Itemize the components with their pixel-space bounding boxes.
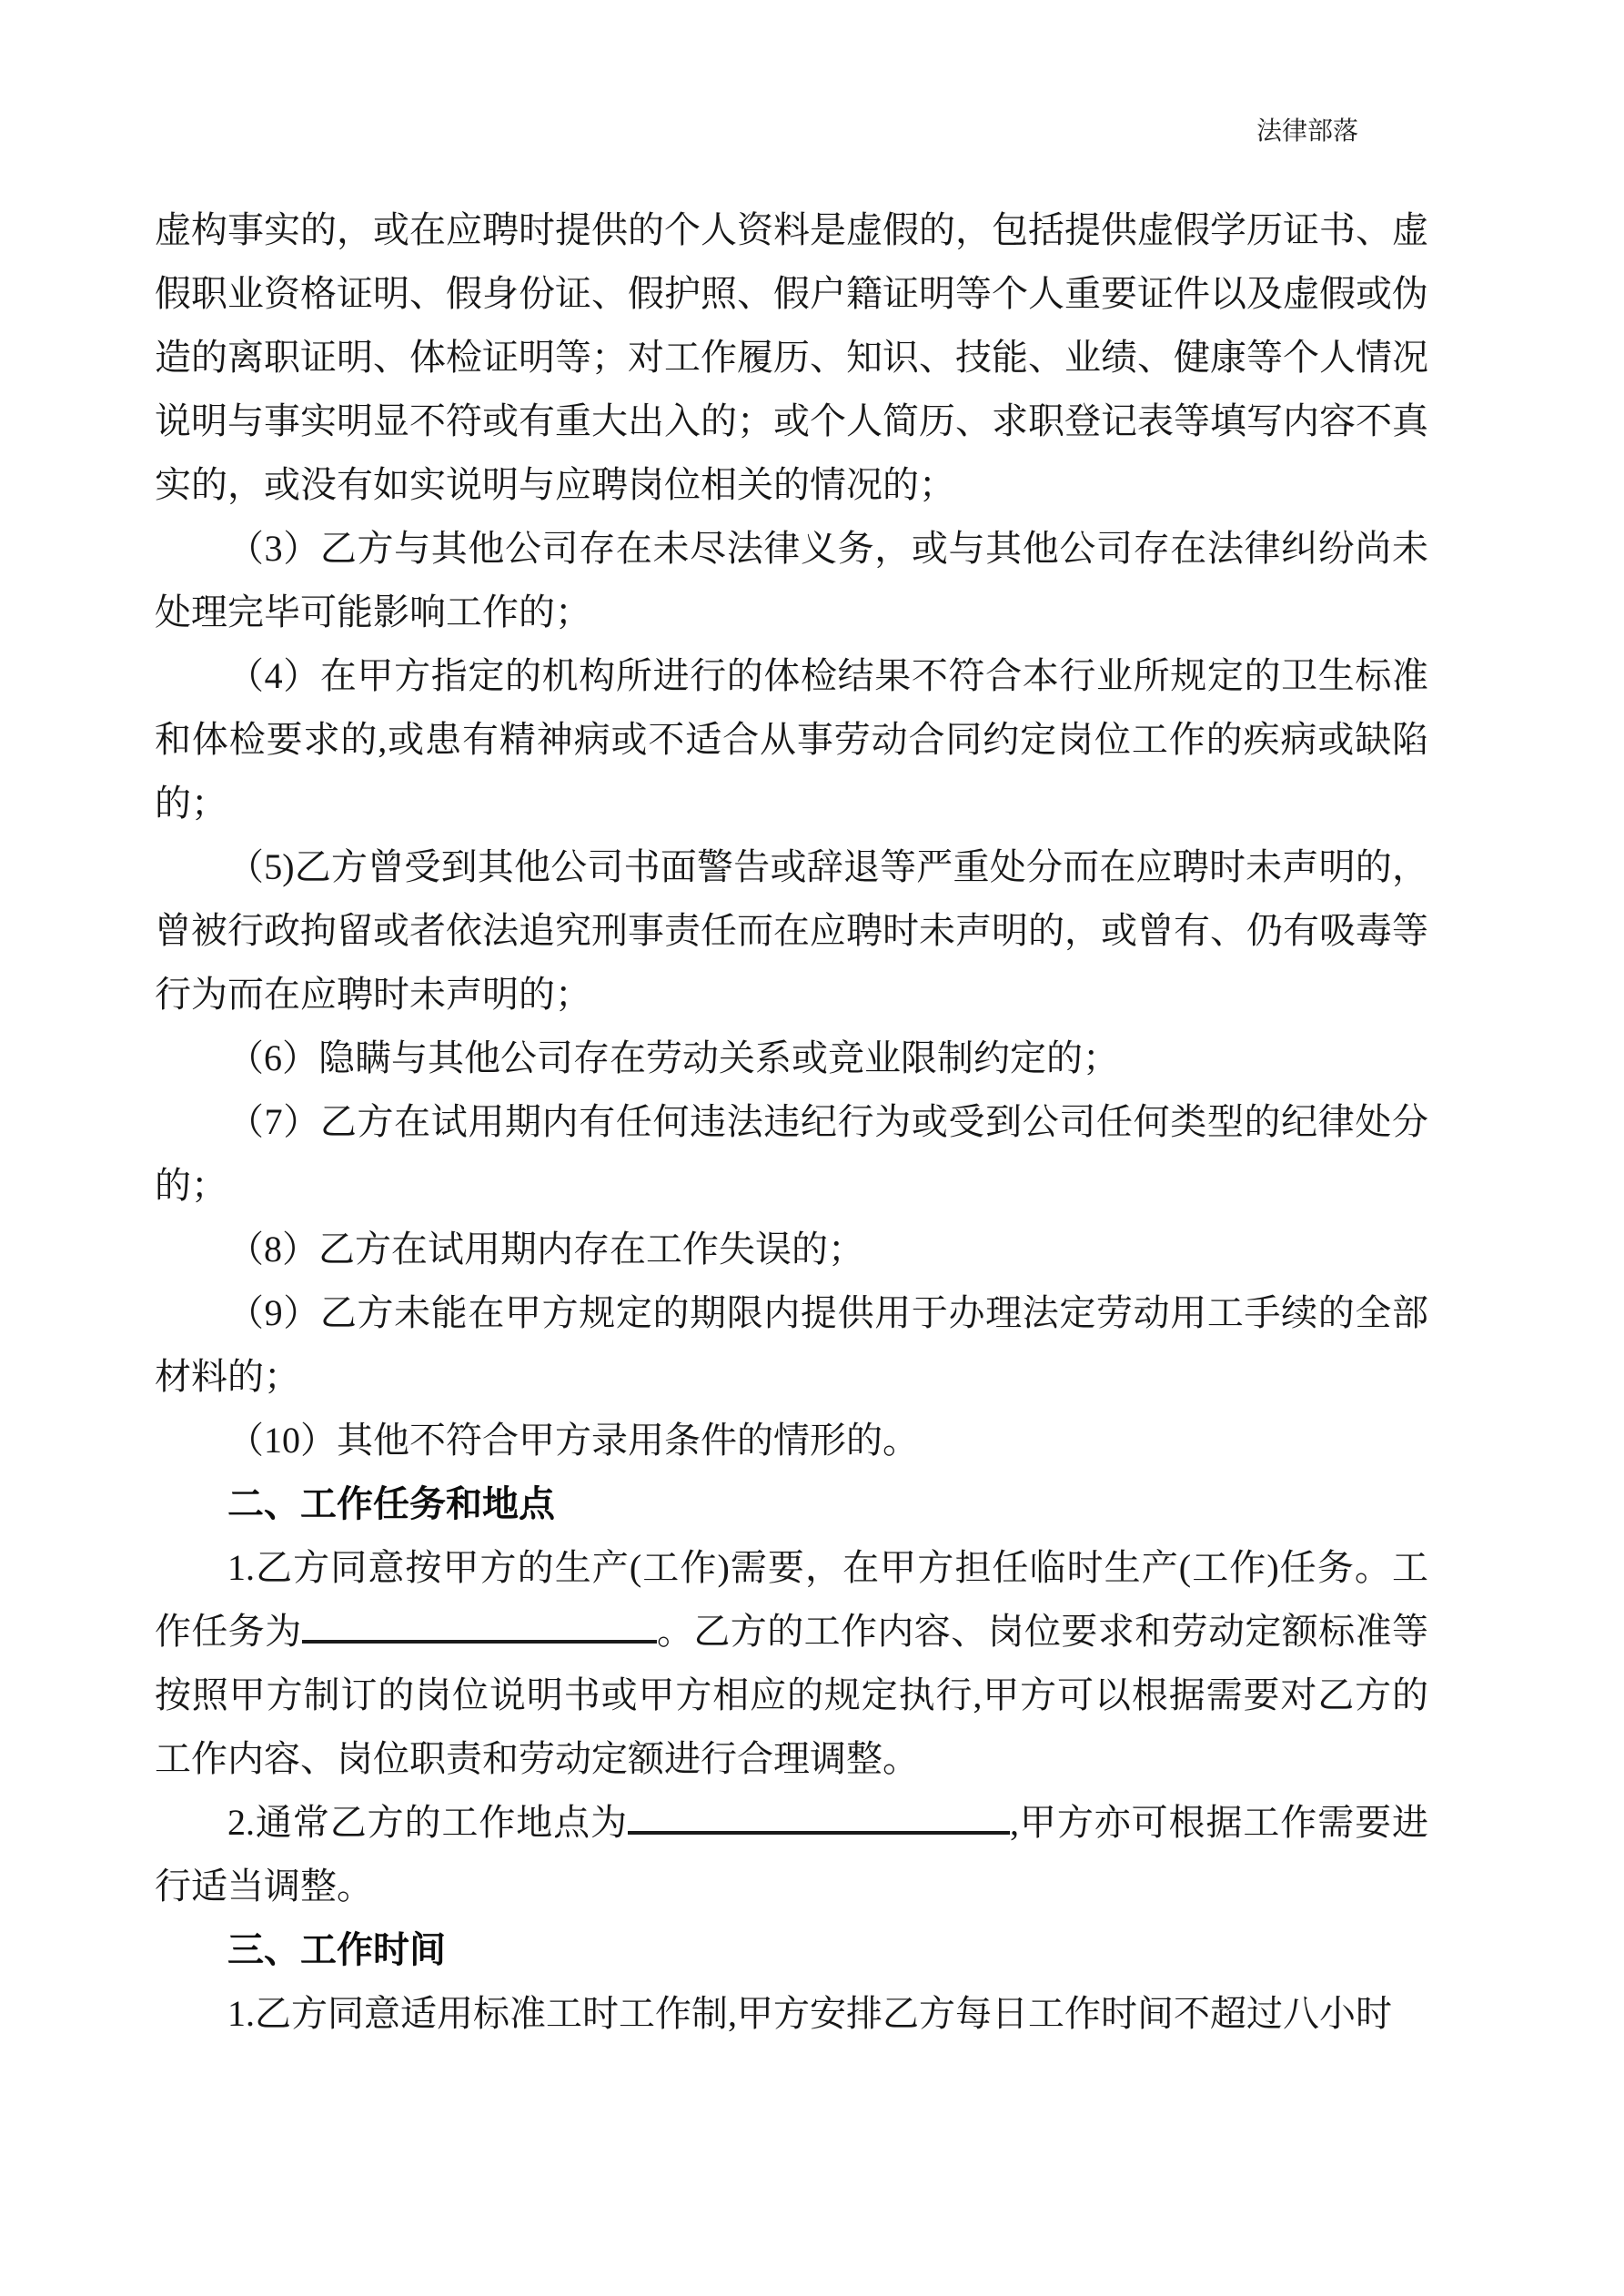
clause-item-4: （4）在甲方指定的机构所进行的体检结果不符合本行业所规定的卫生标准和体检要求的,或患有精神病或不适合从事劳动合同约定岗位工作的疾病或缺陷的； (155, 655, 1428, 824)
clause-item-8: （8）乙方在试用期内存在工作失误的； (227, 1229, 864, 1269)
section-2-clause-1-text-after: 。乙方的工作内容、岗位要求和劳动定额标准等按照甲方制订的岗位说明书或甲方相应的规定执行,甲方可以根据需要对乙方的工作内容、岗位职责和劳动定额进行合理调整。 (155, 1611, 1429, 1779)
clause-item-9: （9）乙方未能在甲方规定的期限内提供用于办理法定劳动用工手续的全部材料的； (155, 1292, 1428, 1397)
contract-body (0, 198, 1428, 2046)
work-task-blank-field (302, 1603, 657, 1644)
clause-continuation-paragraph: 虚构事实的，或在应聘时提供的个人资料是虚假的，包括提供虚假学历证书、虚假职业资格证明、假身份证、假护照、假户籍证明等个人重要证件以及虚假或伪造的离职证明、体检证明等；对工作履历、知识、技能、业绩、健康等个人情况说明与事实明显不符或有重大出入的；或个人简历、求职登记表等填写内容不真实的，或没有如实说明与应聘岗位相关的情况的； (155, 209, 1428, 505)
clause-item-6: （6）隐瞒与其他公司存在劳动关系或竞业限制约定的； (227, 1037, 1119, 1078)
clause-item-5: （5)乙方曾受到其他公司书面警告或辞退等严重处分而在应聘时未声明的，曾被行政拘留或者依法追究刑事责任而在应聘时未声明的，或曾有、仍有吸毒等行为而在应聘时未声明的； (155, 846, 1428, 1015)
section-2-clause-1 (155, 1536, 1428, 1791)
site-watermark-label: 法律部落 (1256, 117, 1358, 146)
page-header (0, 0, 1624, 149)
section-2-clause-1-text-before: 1.乙方同意按甲方的生产(工作)需要，在甲方担任临时生产(工作)任务。工作任务为 (155, 1547, 1428, 1652)
work-location-blank-field (628, 1795, 1010, 1835)
section-2-clause-2-text-after: ,甲方亦可根据工作需要进行适当调整。 (155, 1802, 1428, 1907)
clause-item-7: （7）乙方在试用期内有任何违法违纪行为或受到公司任何类型的纪律处分的； (155, 1101, 1428, 1206)
section-3-clause-1: 1.乙方同意适用标准工时工作制,甲方安排乙方每日工作时间不超过八小时 (227, 1993, 1392, 2034)
clause-item-3: （3）乙方与其他公司存在未尽法律义务，或与其他公司存在法律纠纷尚未处理完毕可能影响工作的； (155, 528, 1428, 632)
clause-item-10: （10）其他不符合甲方录用条件的情形的。 (227, 1420, 919, 1461)
section-2-clause-2 (155, 1791, 1428, 1918)
section-2-clause-2-text-before: 2.通常乙方的工作地点为 (227, 1802, 628, 1843)
section-3-heading: 三、工作时间 (227, 1930, 446, 1970)
section-2-heading: 二、工作任务和地点 (227, 1484, 555, 1524)
